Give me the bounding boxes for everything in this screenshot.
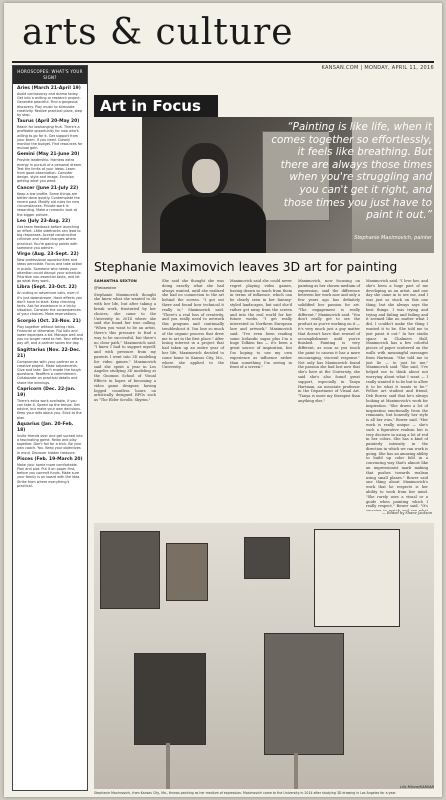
horoscope-sign-name: Libra (Sept. 23-Oct. 22) (17, 285, 77, 291)
horoscope-entry (13, 346, 87, 385)
horoscope-sign-name: Gemini (May 21-June 20) (17, 152, 80, 158)
studio-painting-3 (244, 537, 290, 579)
horoscope-entry (13, 283, 87, 316)
column-text: Maximovich said. "I love her, and she's been a huge part of me developing as an artist, and one day she came in to see me, and I was just so stuck on this one thing, but she always says the best things. I was trying and trying and failing and failing and it seemed like no matter what I did, I couldn't make the thing I wanted it to be. She told me to just paint it out." In her studio space in Chalmers Hall, Maximovich has a few colorful pieces of paper scattered on the walls with meaningful messages from Hartman. "She told me to just lie — to just be me," Maximovich said. "She said, 'I've helped me to think about not worrying about what I want — I really wanted it to be but to allow it to be what it wants to be.'" Fellow art student and friend, Deb Bower, said that he's always looking at Maximovich's work for inspiration. "She draws a lot of inspiration emotionally from the remnants, but honestly her style is all her own," Bower said. "Her work is really unique — she's such a figurative realism but is very decisive in using a lot of red in her colors. She has a kind of painterly intensity in the direction in which we can work is going. She has an amazing ability to build up color fold in a convincing way that's almost like an impressionist mark making that pushes towards realism using small planes." Bower said one thing about Maximovich's work that he respects is her ability to work from her mind. "She rarely uses a visual or a guide when painting which I really respect," Bower said. "It's (366, 279, 428, 509)
horoscope-sign-text: Make your home more comfortable. Plan and plot. Put it on paper first, before you commit funds. Make sure your family is on board with the idea. Strike from where everything's practical. (17, 462, 81, 488)
horoscope-header: HOROSCOPES: WHAT'S YOUR SIGN? (13, 66, 87, 84)
article-column-1 (94, 279, 156, 403)
horoscope-sign-text: Keep a low profile. Some things are better done quietly. Contemplate the recent past. Modify old rules for new circumstances. Private work is rewarding. Make a romantic look at the bigger picture. (17, 191, 80, 217)
horoscope-sign-name: Pisces (Feb. 19-March 20) (17, 456, 83, 462)
horoscope-entry (13, 217, 87, 250)
studio-painting-2 (166, 543, 208, 601)
horoscope-entry (13, 84, 87, 117)
horoscope-sign-name: Cancer (June 21-July 22) (17, 185, 79, 191)
article-headline: Stephanie Maximovich leaves 3D art for painting (94, 259, 398, 274)
newspaper-page (4, 3, 442, 797)
horoscope-entry (13, 250, 87, 283)
byline-handle: @lebsexton (94, 284, 117, 290)
column-text: Maximovich said she could never regret playing video games, having drawn so much from them in terms of influence, which can be clearly seen in her fantasy-styled landscapes, but said she'd rather get away from the screen and into the real world for her future works. "I get really interested in Northern European lore and artwork," Maximovich said. "I've even been reading some Icelandic sagas plus I'm a huge Tolkien fan — it's been a great source of inspiration, but I'm hoping to use my own experience as influence rather than something I'm seeing in front of a screen." (230, 279, 292, 370)
horoscope-sign-name: Aquarius (Jan. 20-Feb. 18) (17, 421, 74, 433)
article-body (94, 279, 434, 523)
horoscope-entry (13, 420, 87, 455)
article-column-5 (366, 279, 428, 511)
horoscope-entry (13, 117, 87, 150)
horoscope-sign-name: Capricorn (Dec. 22-Jan. 19) (17, 386, 76, 398)
studio-easel-leg (166, 743, 170, 789)
painter-figure (152, 143, 270, 253)
dateline: KANSAN.COM | MONDAY, APRIL 11, 2016 (321, 65, 434, 71)
column-text: Maximovich, now focusing on painting as her chosen medium of expression, said the difference between her work now and only a few years ago has definitely solidified her passion for art. "The engagement is really different," Maximovich said. "You don't really get to see the product as you're working on it — it's very much just a guy matter that doesn't have that reward of accomplishment until you're finished. Painting is very different; as soon as you touch the paint to canvas it has a more encouraging, visceral response." Not only has Maximovich found the passion she had lost now that she's here at the University, she said she's also found great support, especially in Tanya Hartman, an associate professor in the Department of Visual Art. "Tanya is more my therapist than anything else," (298, 279, 361, 403)
article-column-2 (162, 279, 224, 370)
horoscope-entry (13, 385, 87, 420)
horoscope-sign-name: Aries (March 21-April 19) (17, 86, 81, 91)
photo-credit: Lilly Milone/KANSAN (399, 785, 434, 789)
horoscope-sign-text: New professional opportunities and ideas percolate. Focus and take action in public. Someone who needs your attention could disrupt your schedule. Prioritize non-essential tasks, and let go what they want. (17, 258, 83, 284)
horoscope-sign-text: Avoid controversy and drama today. Get into a writing or research project. Generate peaceful. Find a gorgeous discovery. Play music to stimulate creativity. Realize practical plans, step by step. (17, 92, 83, 118)
horoscope-sign-name: Sagittarius (Nov. 22-Dec. 21) (17, 347, 81, 359)
horoscope-sign-text: Compromise with your partner on a creative project. Make adjustments. Give and take. Don't evade the tough questions. Reaffirm a commitment. Collaborate on practical details and share the winnings. (17, 359, 81, 385)
horoscope-sign-name: Leo (July 23-Aug. 22) (17, 218, 71, 224)
pull-quote-attribution: Stephanie Maximovich, painter (354, 235, 432, 241)
studio-photo (94, 523, 434, 789)
horoscope-sign-text: Invite friends over and get sucked into a fascinating game. Relax and play together. Don't fall for a trick. Be your own coach. You. Keep your objectives in mind. Discover hidden treasure. (17, 433, 83, 455)
horoscope-sign-text: Reach for lowhanging fruit. There's a profitable opportunity for now who's willing to go for it. Get support from your team. If you need. Closely monitor the budget. Find resources for mutual gain. (17, 125, 83, 151)
horoscope-entry (13, 317, 87, 346)
horoscope-sign-name: Virgo (Aug. 23-Sept. 22) (17, 252, 79, 258)
horoscope-sign-text: Play together without taking risks. Financial or otherwise. Flip bills and lower expenses a bit. Manage well and you no longer need to fret. Your efforts pay off, and a partner saves the day. (17, 324, 83, 346)
horoscope-sign-text: Get team feedback before launching an effort. Little sidetracks can lead to big responses. Accept constructive criticism and make changes where practical. You're gaining points with someone you admire. (17, 224, 81, 250)
column-text: She said she thought she was doing exactly what she had always wanted, until she realized she had no connection to the art behind the screen. "I got out there and found how technical it really is," Maximovich said. "There's a real loss of creativity, and you really need to network this program and continually troubleshoot it. You lose so much of the organic process that drew me to art in the first place." After losing interest in a project that had taken up an entire year of her life, Maximovich decided to come home to Kansas City, Mo., where she applied to the University. (162, 279, 224, 370)
horoscope-column (12, 65, 88, 791)
article-column-4 (298, 279, 360, 404)
horoscope-sign-text: Provide leadership. Harness extra energy in pursuit of a personal dream. Test the limits of your ideas. Learn from good observation. Consider design, style and image. Envision getting what you want. (17, 158, 83, 184)
horoscope-list (13, 84, 87, 488)
horoscope-sign-text: There's extra work available, if you can take it. Speed up the tempo. Get advice, but make your own decisions. Keep your wits about you. Stick to the plan. (17, 398, 82, 420)
studio-painting-6 (264, 633, 344, 755)
studio-painting-1 (100, 531, 160, 609)
horoscope-sign-text: An outing or adventure calls, even if it's just downstream. Have effects you don't have to start. Keep checking facts. Ask for assistance in a tricky situation. Consider the consequences of your choices. Make reservations. (17, 291, 83, 317)
horoscope-sign-name: Taurus (April 20-May 20) (17, 119, 80, 125)
painter-body (160, 193, 266, 253)
section-title: arts & culture (22, 12, 294, 53)
pull-quote: “Painting is like life, when it comes together so effortlessly, it feels like breathing. But there are always those times when you're struggling and you can't get it right, and those times you just have to paint it out.” (271, 121, 432, 222)
article-column-3 (230, 279, 292, 370)
photo-caption: Stephanie Maximovich, from Kansas City, Mo., throws painting as her medium of expression. Maximovich came to the University in 2014 after studying 3D drawing in Los Angeles for a year. (94, 791, 397, 795)
studio-painting-5 (134, 653, 206, 745)
editor-note: — Edited by Shane Jackson (382, 511, 432, 515)
art-in-focus-label: Art in Focus (100, 97, 201, 115)
horoscope-entry (13, 455, 87, 488)
art-in-focus-banner (94, 95, 218, 117)
column-text: Stephanie Maximovich thought she knew what she wanted to do with her life, but after taking a break work, frustrated by her choices, she came to the University in 2014 where she said she found her true calling. "When you want to be an artist, there's this pressure to find a way to be successful, but there's no clear path," Maximovich said. "I knew I had to support myself, and with pressure from my parents I went into 3D modeling for video games." Maximovich said she spent a year in Los Angeles studying 3D modeling at the Gnomon School of Visual Effects in hopes of becoming a video game designer, having logged countless hours on artistically designed RPGs such as "The Elder Scrolls: Skyrim." (94, 292, 156, 403)
byline-author: SAMANTHA SEXTON (94, 278, 137, 283)
painter-face (192, 159, 220, 193)
horoscope-entry (13, 150, 87, 183)
studio-easel-leg (294, 753, 298, 789)
horoscope-sign-name: Scorpio (Oct. 23-Nov. 21) (17, 318, 81, 324)
studio-painting-4 (314, 529, 400, 627)
masthead (12, 9, 434, 63)
horoscope-entry (13, 184, 87, 217)
